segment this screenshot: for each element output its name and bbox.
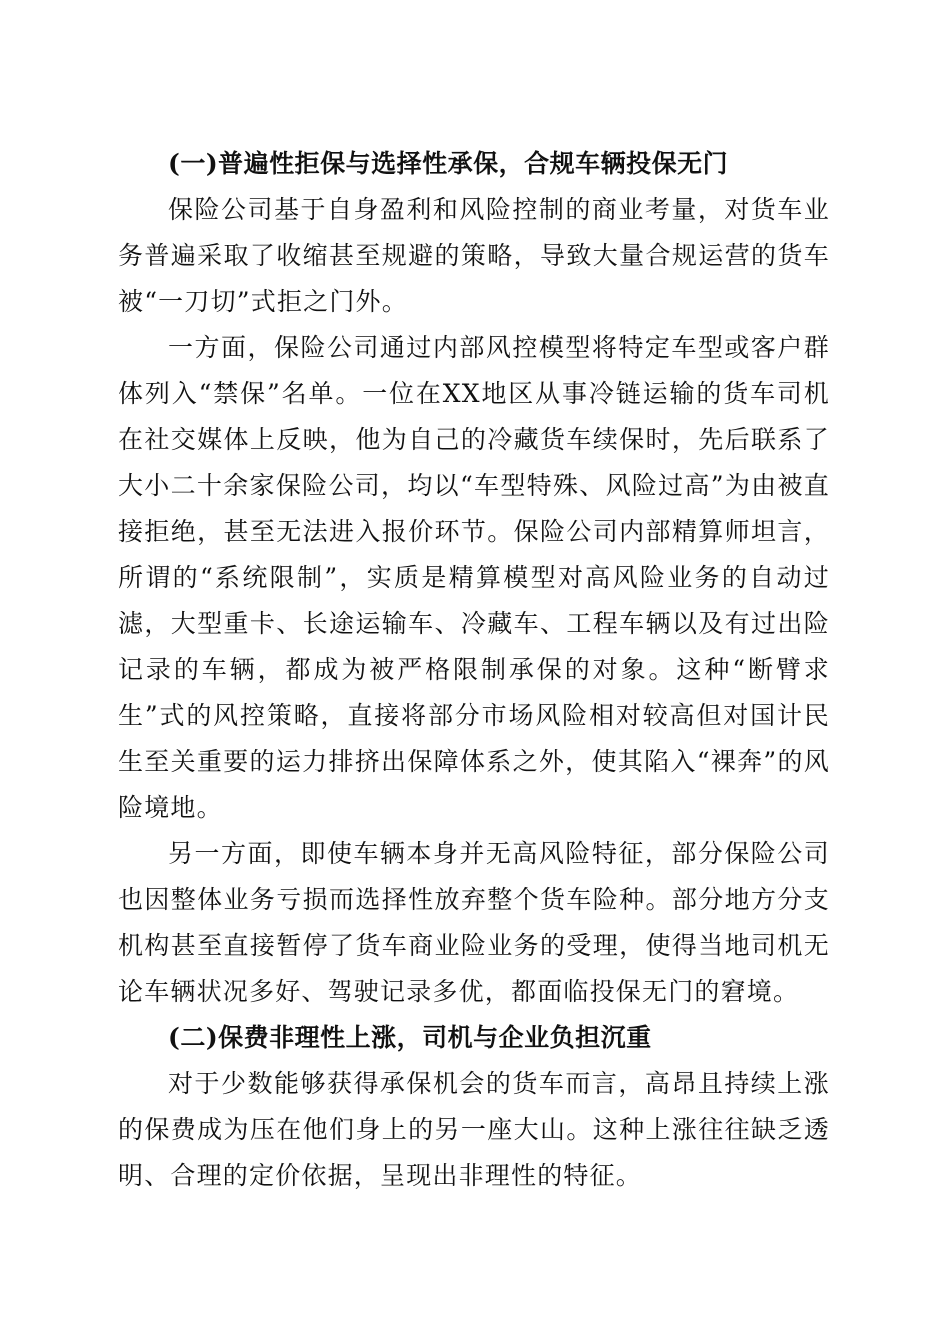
paragraph-4: 对于少数能够获得承保机会的货车而言，高昂且持续上涨的保费成为压在他们身上的另一座大山。这种上涨往往缺乏透明、合理的定价依据，呈现出非理性的特征。 [118,1069,830,1190]
document-body [118,141,830,1199]
section-heading-2: (二)保费非理性上涨，司机与企业负担沉重 [168,1023,652,1052]
section-heading-1: (一)普遍性拒保与选择性承保，合规车辆投保无门 [168,149,729,178]
paragraph-3: 另一方面，即使车辆本身并无高风险特征，部分保险公司也因整体业务亏损而选择性放弃整个货车险种。部分地方分支机构甚至直接暂停了货车商业险业务的受理，使得当地司机无论车辆状况多好、驾驶记录多优，都面临投保无门的窘境。 [118,839,830,1006]
paragraph-1: 保险公司基于自身盈利和风险控制的商业考量，对货车业务普遍采取了收缩甚至规避的策略，导致大量合规运营的货车被“一刀切”式拒之门外。 [118,195,830,316]
paragraph-2: 一方面，保险公司通过内部风控模型将特定车型或客户群体列入“禁保”名单。一位在XX地区从事冷链运输的货车司机在社交媒体上反映，他为自己的冷藏货车续保时，先后联系了大小二十余家保险公司，均以“车型特殊、风险过高”为由被直接拒绝，甚至无法进入报价环节。保险公司内部精算师坦言，所谓的“系统限制”，实质是精算模型对高风险业务的自动过滤，大型重卡、长途运输车、冷藏车、工程车辆以及有过出险记录的车辆，都成为被严格限制承保的对象。这种“断臂求生”式的风控策略，直接将部分市场风险相对较高但对国计民生至关重要的运力排挤出保障体系之外，使其陷入“裸奔”的风险境地。 [118,333,830,822]
